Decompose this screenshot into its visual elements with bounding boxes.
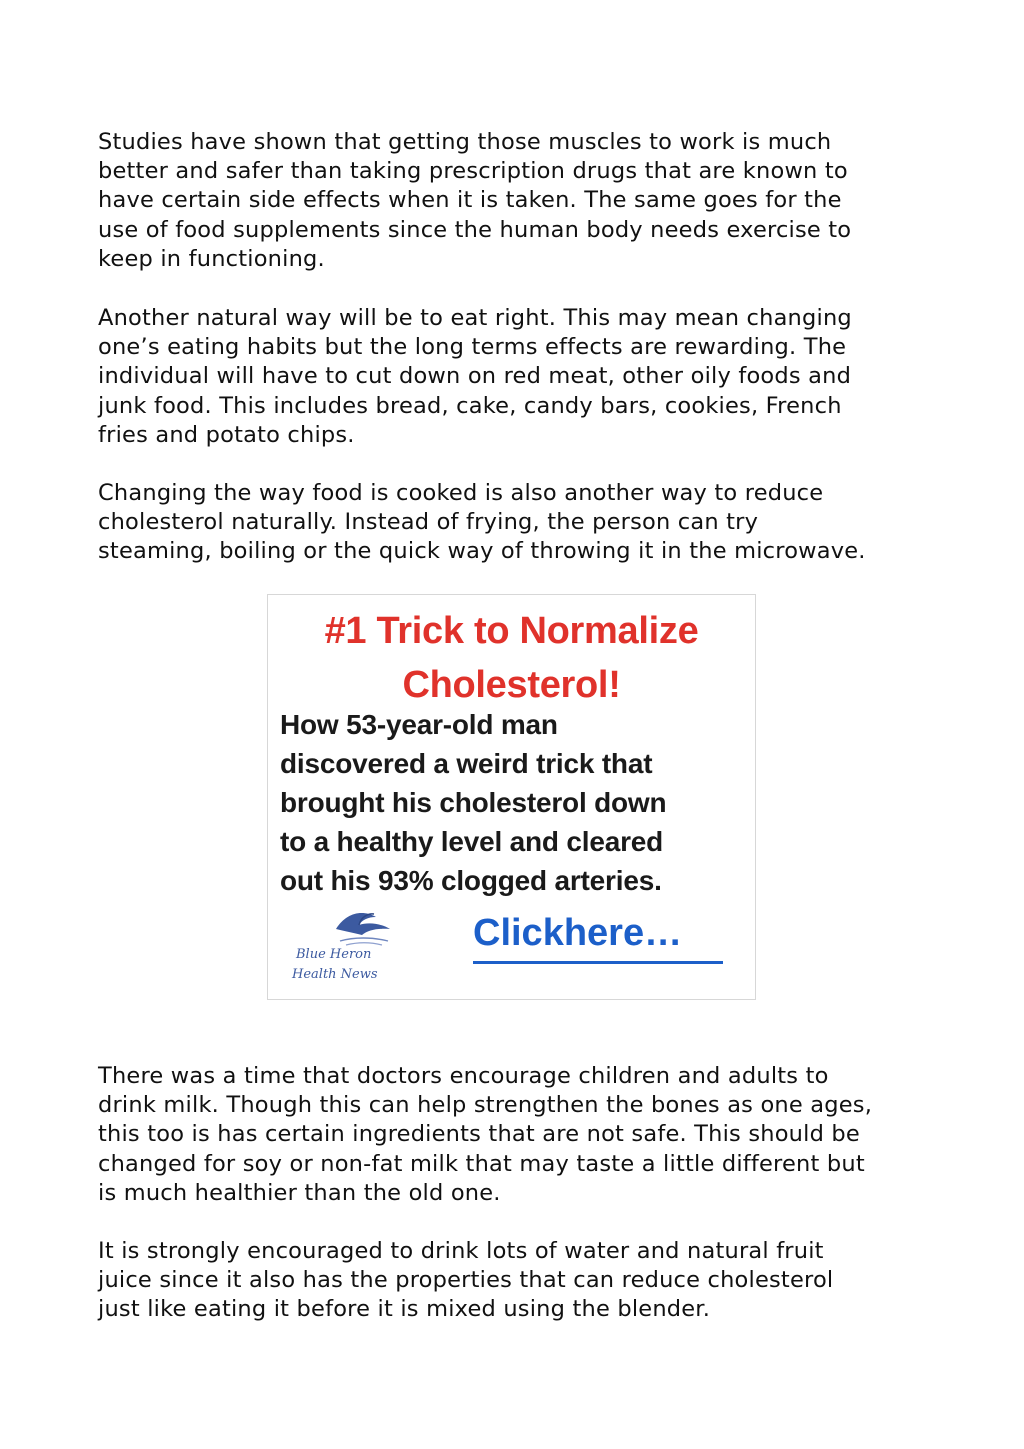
- ad-headline-line2: Cholesterol!: [402, 664, 621, 706]
- ad-headline-line1: #1 Trick to Normalize: [324, 610, 699, 652]
- click-here-link[interactable]: Clickhere…: [473, 912, 683, 954]
- paragraph-water-juice: It is strongly encouraged to drink lots of water and natural fruit juice since it also has the properties that can reduce cholesterol just like eating it before it is mixed using the blender.: [98, 1238, 834, 1323]
- paragraph-muscles-vs-drugs: Studies have shown that getting those muscles to work is much better and safer than taking prescription drugs that are known to have certain side effects when it is taken. The same goes for the use of food supplements since the human body needs exercise to keep in functioning.: [98, 129, 852, 272]
- cholesterol-ad-banner[interactable]: [267, 594, 756, 1000]
- logo-text-line1: Blue Heron: [296, 947, 372, 962]
- paragraph-eat-right: Another natural way will be to eat right. This may mean changing one’s eating habits but the long terms effects are rewarding. The individual will have to cut down on red meat, other oily foods and junk food. This includes bread, cake, candy bars, cookies, French fries and potato chips.: [98, 305, 852, 448]
- ad-body-text: How 53-year-old man discovered a weird trick that brought his cholesterol down to a healthy level and cleared out his 93% clogged arteries.: [280, 709, 667, 896]
- logo-text-line2: Health News: [292, 967, 378, 982]
- paragraph-cooking-method: Changing the way food is cooked is also another way to reduce cholesterol naturally. Instead of frying, the person can try steaming, boiling or the quick way of throwing it in the microwave.: [98, 480, 866, 565]
- paragraph-milk: There was a time that doctors encourage children and adults to drink milk. Though this can help strengthen the bones as one ages, this too is has certain ingredients that are not safe. This should be changed for soy or non-fat milk that may taste a little different but is much healthier than the old one.: [98, 1063, 873, 1206]
- blue-heron-logo: [290, 907, 430, 987]
- heron-bird-icon: [332, 907, 394, 947]
- click-here-underline: [473, 961, 723, 964]
